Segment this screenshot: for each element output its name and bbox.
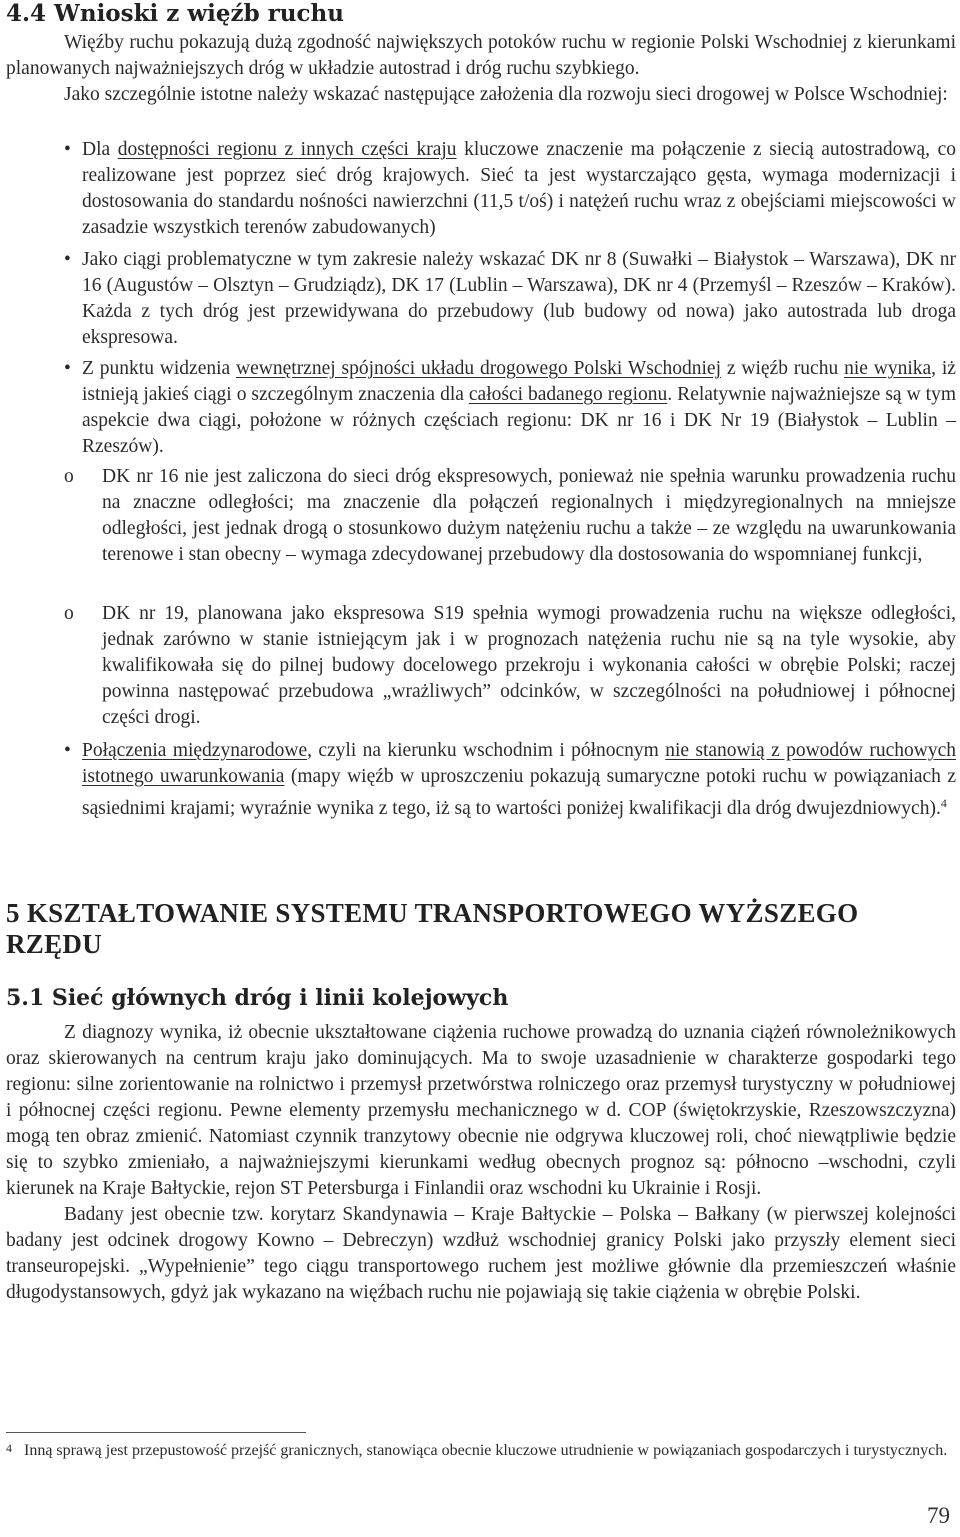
underlined-phrase: dostępności regionu z innych części kraju (117, 139, 457, 160)
underlined-phrase: całości badanego regionu (468, 384, 668, 405)
footnote-reference[interactable]: 4 (940, 796, 947, 810)
paragraph: Więźby ruchu pokazują dużą zgodność największych potoków ruchu w regionie Polski Wschodniej z kierunkami planowanych najważniejszych dróg w układzie autostrad i dróg ruchu szybkiego. (6, 32, 956, 79)
bullet-marker: • (64, 139, 71, 160)
list-item (6, 738, 956, 822)
section-heading-4-4: 4.4 Wnioski z więźb ruchu (6, 0, 344, 27)
list-item (6, 356, 956, 460)
bullet-marker: • (64, 358, 71, 379)
sub-bullet-marker: o (64, 603, 74, 624)
list-item-text: Z punktu widzenia wewnętrznej spójności układu drogowego Polski Wschodniej z więźb ruchu nie wynika, iż istnieją jakieś ciągi o szczególnym znaczenia dla całości badanego regionu. Relatywnie najważniejsze są w tym aspekcie dwa ciągi, położone w różnych częściach regionu: DK nr 16 i DK Nr 19 (Białystok – Lublin – Rzeszów). (82, 358, 956, 457)
underlined-phrase: wewnętrznej spójności układu drogowego Polski Wschodniej (236, 358, 721, 379)
bullet-marker: • (64, 249, 71, 270)
sub-list-item-text: DK nr 16 nie jest zaliczona do sieci dróg ekspresowych, ponieważ nie spełnia warunku prowadzenia ruchu na znaczne odległości; ma znaczenie dla połączeń regionalnych i międzyregionalnych na mniejsze odległości, jest jednak drogą o stosunkowo dużym natężeniu ruchu a także – ze względu na uwarunkowania terenowe i stan obecny – wymaga zdecydowanej przebudowy dla dostosowania do wspomnianej funkcji, (102, 466, 956, 565)
section-5-1-body (6, 1020, 956, 1306)
bullet-marker: • (64, 740, 71, 761)
list-item (6, 137, 956, 241)
list-item-text: Jako ciągi problematyczne w tym zakresie należy wskazać DK nr 8 (Suwałki – Białystok – Warszawa), DK nr 16 (Augustów – Olsztyn – Grudziądz), DK 17 (Lublin – Warszawa), DK nr 4 (Przemyśl – Rzeszów – Kraków). Każda z tych dróg jest przewidywana do przebudowy (lub budowy od nowa) jako autostrada lub droga ekspresowa. (82, 249, 956, 348)
list-item-text: Dla dostępności regionu z innych części kraju kluczowe znaczenie ma połączenie z siecią autostradową, co realizowane jest poprzez sieć dróg krajowych. Sieć ta jest wystarczająco gęsta, wymaga modernizacji i dostosowania do standardu nośności nawierzchni (11,5 t/oś) i natężeń ruchu wraz z obejściami miejscowości w zasadzie wszystkich terenów zabudowanych) (82, 139, 957, 238)
paragraph: Jako szczególnie istotne należy wskazać następujące założenia dla rozwoju sieci drogowej w Polsce Wschodniej: (64, 84, 948, 105)
chapter-heading-5: 5 KSZTAŁTOWANIE SYSTEMU TRANSPORTOWEGO WYŻSZEGO RZĘDU (6, 898, 859, 959)
footnote (6, 1440, 956, 1461)
paragraph: Z diagnozy wynika, iż obecnie ukształtowane ciążenia ruchowe prowadzą do uznania ciążeń równoleżnikowych oraz skierowanych na centrum kraju jako dominujących. Ma to swoje uzasadnienie w charakterze gospodarki tego regionu: silne zorientowanie na rolnictwo i przemysł przetwórstwa rolniczego oraz przemysł turystyczny w południowej i północnej części regionu. Pewne elementy przemysłu mechanicznego w d. COP (świętokrzyskie, Rzeszowszczyzna) mogą ten obraz zmienić. Natomiast czynnik tranzytowy obecnie nie odgrywa kluczowej roli, choć niewątpliwie będzie się to szybko zmieniało, a najważniejszymi kierunkami według obecnych prognoz są: północno –wschodni, czyli kierunek na Kraje Bałtyckie, rejon ST Petersburga i Finlandii oraz wschodni ku Ukrainie i Rosji. (6, 1022, 956, 1199)
sub-bullet-marker: o (64, 466, 74, 487)
underlined-phrase: Połączenia międzynarodowe (82, 740, 308, 761)
paragraph: Badany jest obecnie tzw. korytarz Skandynawia – Kraje Bałtyckie – Polska – Bałkany (w pierwszej kolejności badany jest odcinek drogowy Kowno – Debreczyn) wzdłuż wschodniej granicy Polski jako przyszły element sieci transeuropejski. „Wypełnienie” tego ciągu transportowego ruchem jest możliwe głównie dla przemieszczeń właśnie długodystansowych, gdyż jak wykazano na więźbach ruchu nie pojawiają się takie ciążenia w obrębie Polski. (6, 1204, 956, 1303)
underlined-phrase: nie stanowią z powodów ruchowych istotnego uwarunkowania (82, 740, 956, 787)
footnote-number: 4 (6, 1441, 12, 1455)
list-item-text: Połączenia międzynarodowe, czyli na kierunku wschodnim i północnym nie stanowią z powodów ruchowych istotnego uwarunkowania (mapy więźb w uproszczeniu pokazują sumaryczne potoki ruchu w powiązaniach z sąsiednimi krajami; wyraźnie wynika z tego, iż są to wartości poniżej kwalifikacji dla dróg dwujezdniowych).$^4$ (82, 740, 956, 819)
footnote-separator (6, 1432, 306, 1433)
list-item (6, 247, 956, 351)
underlined-phrase: nie wynika (844, 358, 932, 379)
section-heading-5-1: 5.1 Sieć głównych dróg i linii kolejowych (6, 985, 509, 1011)
page-number: 79 (927, 1503, 950, 1528)
footnote-text: Inną sprawą jest przepustowość przejść granicznych, stanowiąca obecnie kluczowe utrudnienie w powiązaniach gospodarczych i turystycznych. (24, 1442, 948, 1459)
sub-list-item (6, 464, 956, 568)
section-4-4-body (6, 30, 956, 108)
sub-list-item-text: DK nr 19, planowana jako ekspresowa S19 spełnia wymogi prowadzenia ruchu na większe odległości, jednak zarówno w stanie istniejącym jak i w prognozach natężenia ruchu nie są na tyle wysokie, aby kwalifikowała się do pilnej budowy docelowego przekroju i wykonania całości w obrębie Polski; raczej powinna następować przebudowa „wrażliwych” odcinków, w szczególności na południowej i północnej części drogi. (102, 603, 956, 728)
sub-list-item (6, 601, 956, 731)
